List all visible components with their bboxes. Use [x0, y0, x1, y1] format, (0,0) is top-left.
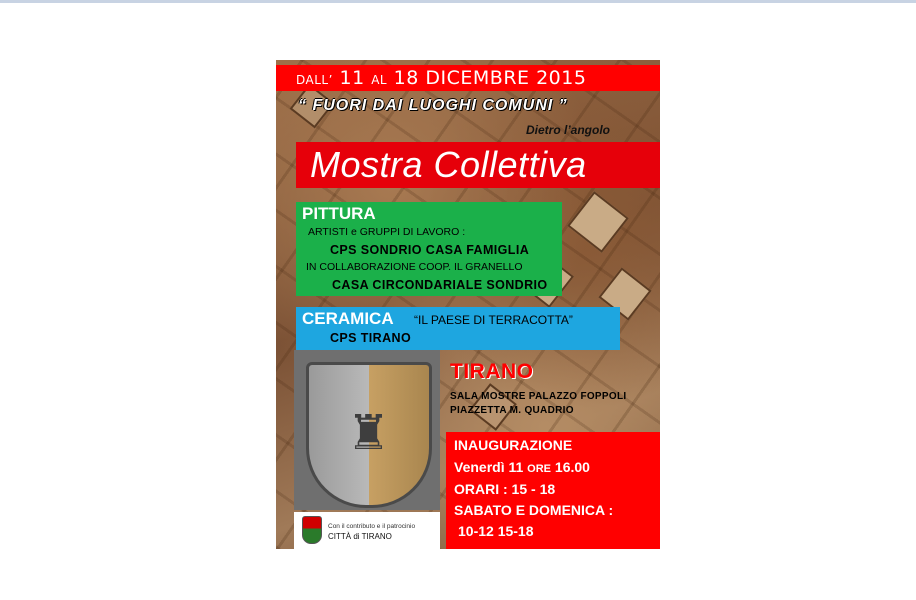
dates-end: 18 DICEMBRE 2015 [393, 67, 587, 89]
ceramica-cps-line: CPS TIRANO [330, 331, 412, 345]
dates-text [296, 67, 586, 89]
dates-connector: AL [371, 73, 388, 87]
pittura-casa-line: CASA CIRCONDARIALE SONDRIO [332, 278, 548, 292]
opening-hours: ORARI : 15 - 18 [454, 481, 556, 497]
pittura-cps-line: CPS SONDRIO CASA FAMIGLIA [330, 243, 530, 257]
inauguration-datetime [454, 459, 590, 475]
ceramica-heading: CERAMICA [302, 309, 394, 328]
dates-prefix: DALL’ [296, 73, 333, 87]
event-poster [276, 60, 660, 549]
exhibition-subtitle: “ FUORI DAI LUOGHI COMUNI ” [298, 97, 568, 114]
dates-banner [276, 65, 660, 91]
title-banner [296, 142, 660, 188]
weekend-label: SABATO E DOMENICA : [454, 502, 614, 518]
sponsor-footer [294, 512, 440, 549]
ceramic-shield-photo [294, 350, 440, 510]
pittura-heading: PITTURA [302, 204, 376, 223]
inauguration-label: INAUGURAZIONE [454, 437, 573, 453]
terracotta-tile [567, 191, 629, 253]
location-city: TIRANO [450, 360, 534, 383]
venue-hall: SALA MOSTRE PALAZZO FOPPOLI [450, 391, 627, 402]
inauguration-time: 16.00 [554, 459, 590, 475]
info-box [446, 432, 660, 549]
ceramica-quote: “IL PAESE DI TERRACOTTA” [414, 313, 573, 327]
sponsor-city: CITTÀ di TIRANO [328, 532, 392, 541]
ceramica-section [296, 307, 620, 350]
exhibition-subline: Dietro l’angolo [526, 123, 610, 137]
sponsor-line: Con il contributo e il patrocinio [328, 523, 416, 530]
tower-icon: ♜ [347, 407, 391, 460]
weekend-hours: 10-12 15-18 [458, 523, 534, 539]
inauguration-ore: ORE [527, 463, 552, 475]
inauguration-day: Venerdì 11 [454, 459, 524, 475]
pittura-artists-line: ARTISTI e GRUPPI DI LAVORO : [308, 226, 466, 238]
venue-square: PIAZZETTA M. QUADRIO [450, 405, 574, 416]
exhibition-title: Mostra Collettiva [310, 144, 587, 185]
pittura-collab-line: IN COLLABORAZIONE COOP. IL GRANELLO [306, 261, 523, 273]
city-crest-icon [302, 516, 322, 544]
window-top-border [0, 0, 916, 3]
dates-start-day: 11 [339, 67, 365, 89]
pittura-section [296, 202, 562, 296]
shield-icon [306, 362, 432, 508]
